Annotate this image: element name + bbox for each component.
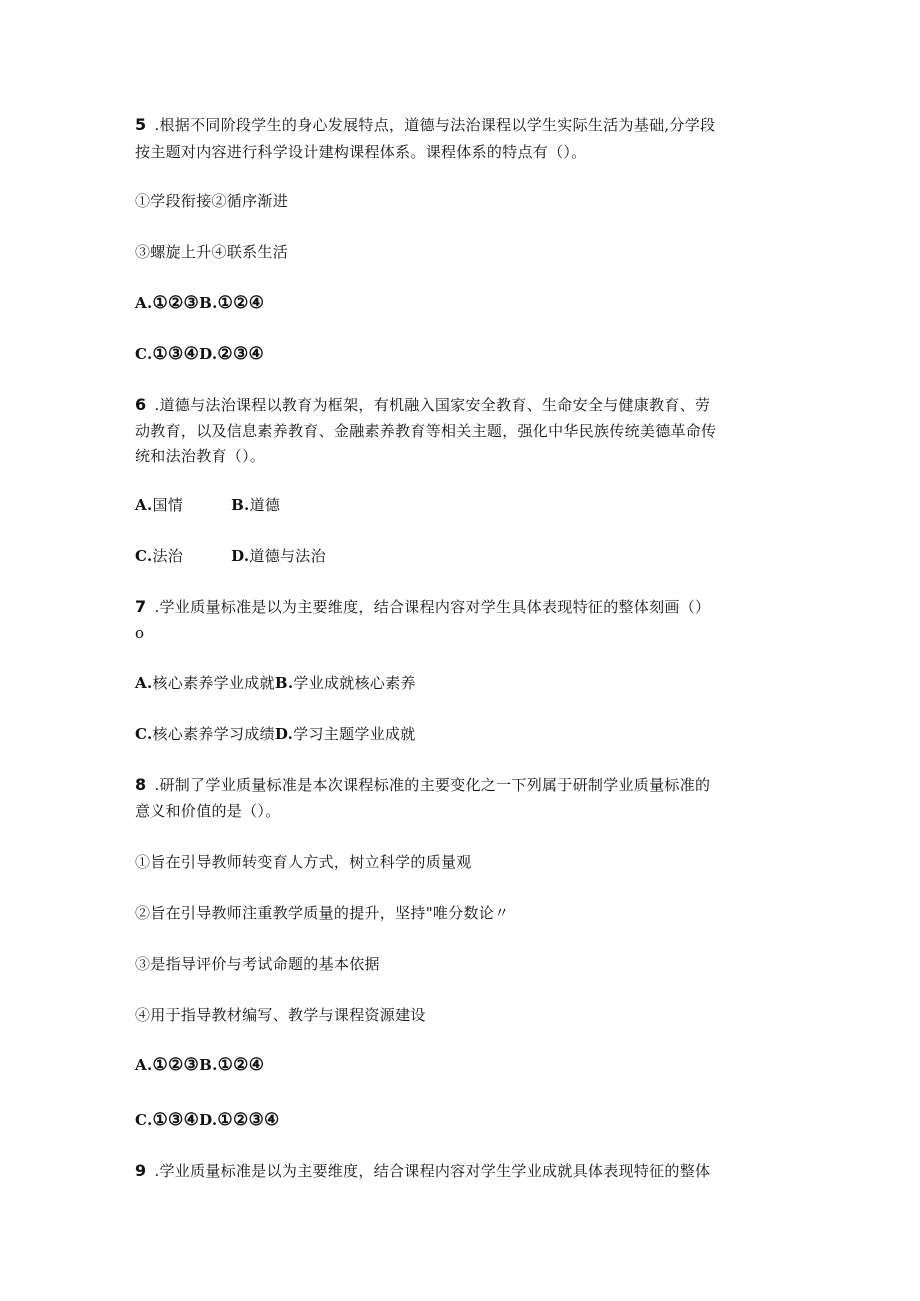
q5-options-ab: [135, 292, 795, 314]
q5-stem-text-1: .根据不同阶段学生的身心发展特点，道德与法治课程以学生实际生活为基础,分学段: [154, 116, 716, 134]
q5-option-c-value: ①③④: [152, 344, 200, 364]
q8-item-2: ②旨在引导教师注重教学质量的提升，坚持"唯分数论〃: [135, 904, 510, 922]
q5-item-2: ③螺旋上升④联系生活: [135, 243, 289, 261]
q6-stem-line-3: 统和法治教育（）。: [135, 447, 266, 465]
q6-number: 6: [135, 395, 147, 414]
q8-item-1: ①旨在引导教师转变育人方式，树立科学的质量观: [135, 853, 472, 871]
q8-options-ab: [135, 1054, 795, 1076]
q6-option-a-value: 国情: [152, 496, 184, 514]
q5-stem-line-2: 按主题对内容进行科学设计建构课程体系。课程体系的特点有（）。: [135, 143, 587, 161]
q5-option-d-key: D.: [199, 345, 218, 363]
q8-option-b-value: ①②④: [217, 1055, 265, 1075]
q7-option-a-value: 核心素养学业成就: [152, 674, 275, 692]
q5-number: 5: [135, 115, 147, 134]
q8-stem-line-1: [135, 774, 795, 796]
q8-option-d-value: ①②③④: [217, 1110, 280, 1130]
q5-option-d-value: ②③④: [217, 344, 265, 364]
q9-stem-line-1: [135, 1160, 795, 1182]
q6-option-c-value: 法治: [152, 547, 184, 565]
q5-options-cd: [135, 343, 795, 365]
q8-option-b-key: B.: [199, 1056, 218, 1074]
q5-option-b-key: B.: [199, 294, 218, 312]
q5-option-b-value: ①②④: [217, 293, 265, 313]
q5-option-a-value: ①②③: [152, 293, 200, 313]
q8-number: 8: [135, 775, 147, 794]
q6-stem-line-1: [135, 394, 795, 416]
q6-stem-line-2: 动教育，以及信息素养教育、金融素养教育等相关主题，强化中华民族传统美德革命传: [135, 422, 717, 440]
q9-stem-text-1: .学业质量标准是以为主要维度，结合课程内容对学生学业成就具体表现特征的整体: [154, 1162, 711, 1180]
q7-option-d-key: D.: [274, 725, 294, 743]
q7-option-a-key: A.: [135, 674, 153, 692]
q5-item-1: ①学段衔接②循序渐进: [135, 192, 289, 210]
q7-stem-line-1: [135, 596, 795, 618]
q8-option-d-key: D.: [199, 1111, 218, 1129]
q7-stem-text-1: .学业质量标准是以为主要维度，结合课程内容对学生具体表现特征的整体刻画（）: [154, 598, 711, 616]
q7-number: 7: [135, 597, 147, 616]
q8-item-4: ④用于指导教材编写、教学与课程资源建设: [135, 1006, 426, 1024]
q5-stem-line-1: [135, 114, 795, 136]
q7-options-cd: [135, 723, 795, 745]
q6-options-ab: [135, 494, 795, 516]
q6-option-c-key: C.: [135, 547, 153, 565]
q8-option-a-key: A.: [135, 1056, 153, 1074]
q9-number: 9: [135, 1161, 147, 1180]
q6-option-a-key: A.: [135, 496, 153, 514]
q7-option-c-key: C.: [135, 725, 153, 743]
q7-stem-line-2: o: [135, 624, 145, 642]
q6-option-b-key: B.: [231, 496, 250, 514]
q7-option-b-value: 学业成就核心素养: [293, 674, 416, 692]
q8-option-c-key: C.: [135, 1111, 153, 1129]
q6-option-b-value: 道德: [249, 496, 281, 514]
q7-option-b-key: B.: [274, 674, 294, 692]
q8-stem-text-1: .研制了学业质量标准是本次课程标准的主要变化之一下列属于研制学业质量标准的: [154, 776, 711, 794]
q8-option-a-value: ①②③: [152, 1055, 200, 1075]
q7-options-ab: [135, 672, 795, 694]
q8-options-cd: [135, 1109, 795, 1131]
q5-option-c-key: C.: [135, 345, 153, 363]
q6-option-d-key: D.: [231, 547, 250, 565]
q6-options-cd: [135, 545, 795, 567]
q8-option-c-value: ①③④: [152, 1110, 200, 1130]
q5-option-a-key: A.: [135, 294, 153, 312]
q8-stem-line-2: 意义和价值的是（）。: [135, 802, 281, 820]
q7-option-c-value: 核心素养学习成绩: [152, 725, 275, 743]
q6-option-d-value: 道德与法治: [249, 547, 326, 565]
q6-stem-text-1: .道德与法治课程以教育为框架，有机融入国家安全教育、生命安全与健康教育、劳: [154, 396, 711, 414]
q7-option-d-value: 学习主题学业成就: [293, 725, 416, 743]
q8-item-3: ③是指导评价与考试命题的基本依据: [135, 955, 380, 973]
